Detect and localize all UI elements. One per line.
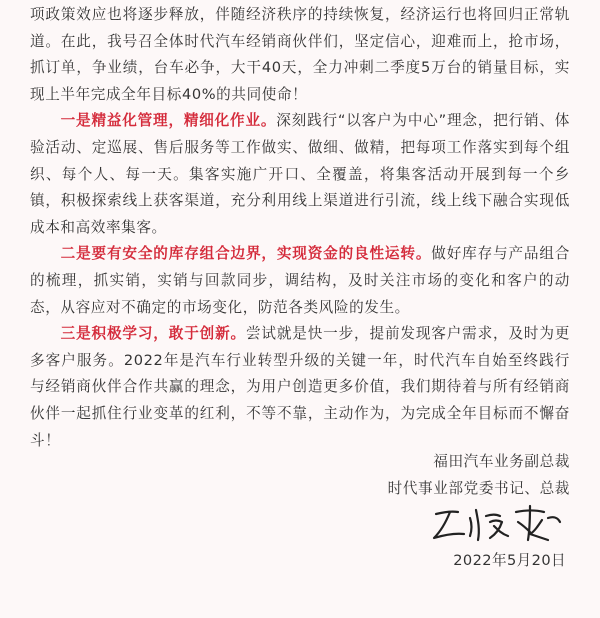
paragraph-point-3 (30, 321, 570, 454)
signatory-title-1: 福田汽车业务副总裁 (433, 453, 570, 470)
signatory-title-2: 时代事业部党委书记、总裁 (387, 480, 570, 497)
paragraph-intro-text: 项政策效应也将逐步释放，伴随经济秩序的持续恢复，经济运行也将回归正常轨道。在此，我号召全体时代汽车经销商伙伴们，坚定信心，迎难而上，抢市场，抓订单，争业绩，台车必争，大干40天，全力冲刺二季度5万台的销量目标，实现上半年完成全年目标40%的共同使命！ (30, 6, 570, 103)
paragraph-point-1 (30, 108, 570, 241)
handwritten-signature (430, 500, 570, 544)
point-2-heading: 二是要有安全的库存组合边界，实现资金的良性运转。 (60, 245, 432, 263)
paragraph-intro (30, 2, 570, 108)
point-1-heading: 一是精益化管理，精细化作业。 (60, 112, 277, 130)
point-3-text: 尝试就是快一步，提前发现客户需求，及时为更多客户服务。2022年是汽车行业转型升级的关键一年，时代汽车自始至终践行与经销商伙伴合作共赢的理念，为用户创造更多价值，我们期待着与所有经销商伙伴一起抓住行业变革的红利，不等不靠，主动作为，为完成全年目标而不懈奋斗！ (30, 325, 571, 449)
point-2-text: 做好库存与产品组合的梳理，抓实销，实销与回款同步，调结构，及时关注市场的变化和客户的动态，从容应对不确定的市场变化，防范各类风险的发生。 (30, 245, 570, 316)
point-3-heading: 三是积极学习，敢于创新。 (60, 325, 246, 343)
signature-block (388, 448, 570, 502)
paragraph-point-2 (30, 241, 570, 321)
letter-date: 2022年5月20日 (453, 552, 566, 569)
point-1-text: 深刻践行“以客户为中心”理念，把行销、体验活动、定巡展、售后服务等工作做实、做细、做精，把每项工作落实到每个组织、每个人、每一天。集客实施广开口、全覆盖，将集客活动开展到每一个乡镇，积极探索线上获客渠道，充分利用线上渠道进行引流，线上线下融合实现低成本和高效率集客。 (30, 112, 570, 236)
